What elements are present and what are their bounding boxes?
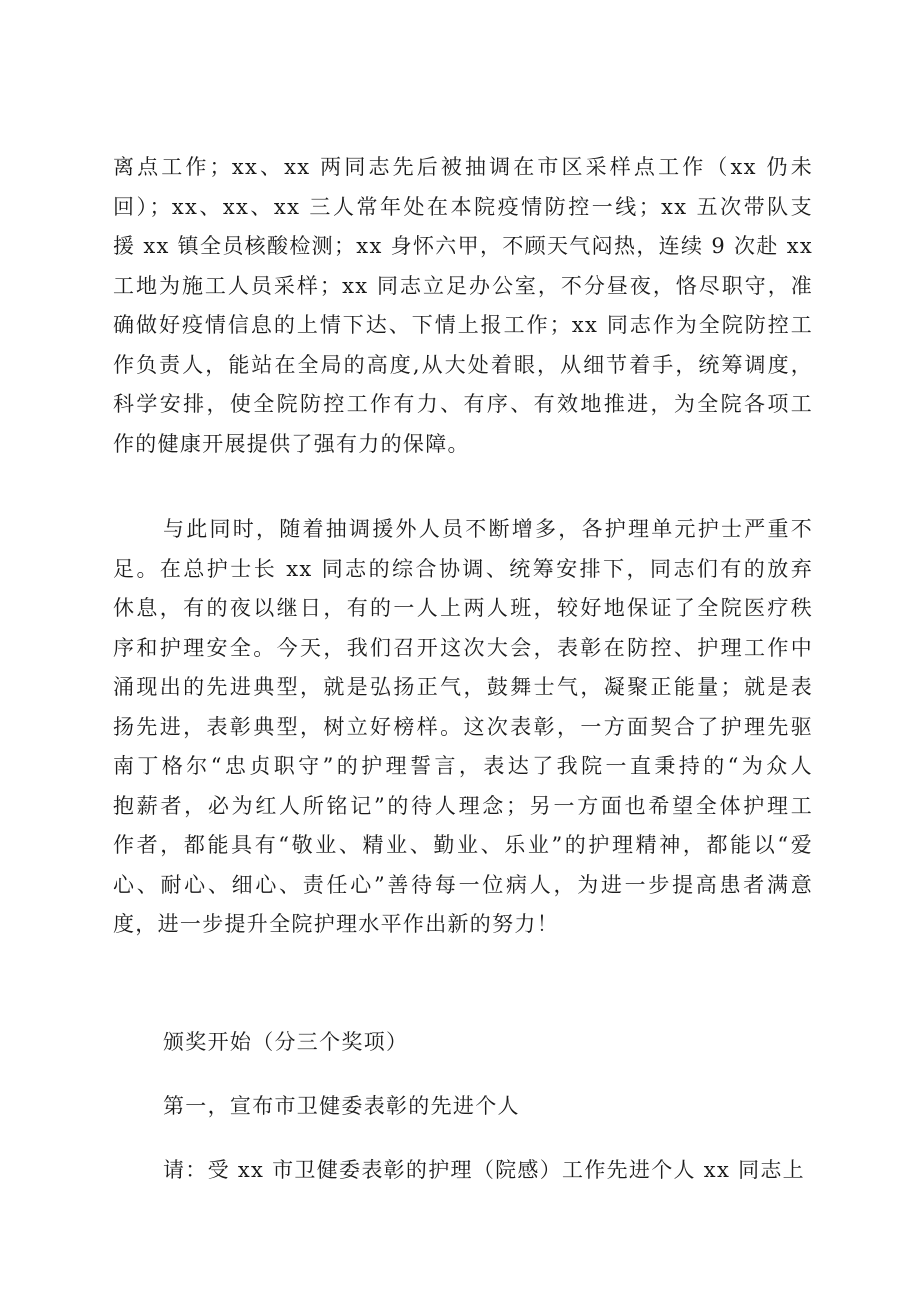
paragraph-2-line: 扬先进，表彰典型，树立好榜样。这次表彰，一方面契合了护理先驱 — [113, 714, 813, 739]
paragraph-2-line: 足。在总护士长 xx 同志的综合协调、统筹安排下，同志们有的放弃 — [113, 556, 813, 581]
paragraph-1-line: 确做好疫情信息的上情下达、下情上报工作；xx 同志作为全院防控工 — [113, 313, 813, 337]
paragraph-1-line: 援 xx 镇全员核酸检测；xx 身怀六甲，不顾天气闷热，连续 9 次赴 xx — [113, 234, 813, 258]
paragraph-2-line: 与此同时，随着抽调援外人员不断增多，各护理单元护士严重不 — [163, 517, 813, 541]
first-award-heading: 第一，宣布市卫健委表彰的先进个人 — [163, 1094, 520, 1118]
paragraph-1-line: 离点工作；xx、xx 两同志先后被抽调在市区采样点工作（xx 仍未 — [113, 155, 813, 179]
paragraph-2-line: 抱薪者，必为红人所铭记”的待人理念；另一方面也希望全体护理工 — [113, 793, 813, 818]
paragraph-2-line: 度，进一步提升全院护理水平作出新的努力！ — [113, 912, 559, 936]
paragraph-1-line: 科学安排，使全院防控工作有力、有序、有效地推进，为全院各项工 — [113, 392, 813, 416]
paragraph-1-line: 作负责人，能站在全局的高度,从大处着眼，从细节着手，统筹调度， — [113, 352, 813, 377]
paragraph-2-line: 南丁格尔“忠贞职守”的护理誓言，表达了我院一直秉持的“为众人 — [113, 754, 813, 778]
paragraph-2-line: 休息，有的夜以继日，有的一人上两人班，较好地保证了全院医疗秩 — [113, 596, 813, 620]
paragraph-2-line: 心、耐心、细心、责任心”善待每一位病人，为进一步提高患者满意 — [113, 872, 813, 897]
paragraph-2 — [113, 510, 813, 945]
paragraph-1-line: 回）；xx、xx、xx 三人常年处在本院疫情防控一线；xx 五次带队支 — [113, 194, 813, 219]
paragraph-2-line: 作者，都能具有“敬业、精业、勤业、乐业”的护理精神，都能以“爱 — [113, 833, 813, 857]
invite-line: 请：受 xx 市卫健委表彰的护理（院感）工作先进个人 xx 同志上 — [163, 1158, 805, 1182]
paragraph-2-line: 涌现出的先进典型，就是弘扬正气，鼓舞士气，凝聚正能量；就是表 — [113, 675, 813, 699]
paragraph-1 — [113, 148, 813, 464]
paragraph-1-line: 作的健康开展提供了强有力的保障。 — [113, 431, 470, 456]
paragraph-2-line: 序和护理安全。今天，我们召开这次大会，表彰在防控、护理工作中 — [113, 635, 813, 660]
paragraph-1-line: 工地为施工人员采样；xx 同志立足办公室，不分昼夜，恪尽职守，准 — [113, 273, 813, 298]
award-start-line: 颁奖开始（分三个奖项） — [163, 1030, 409, 1054]
